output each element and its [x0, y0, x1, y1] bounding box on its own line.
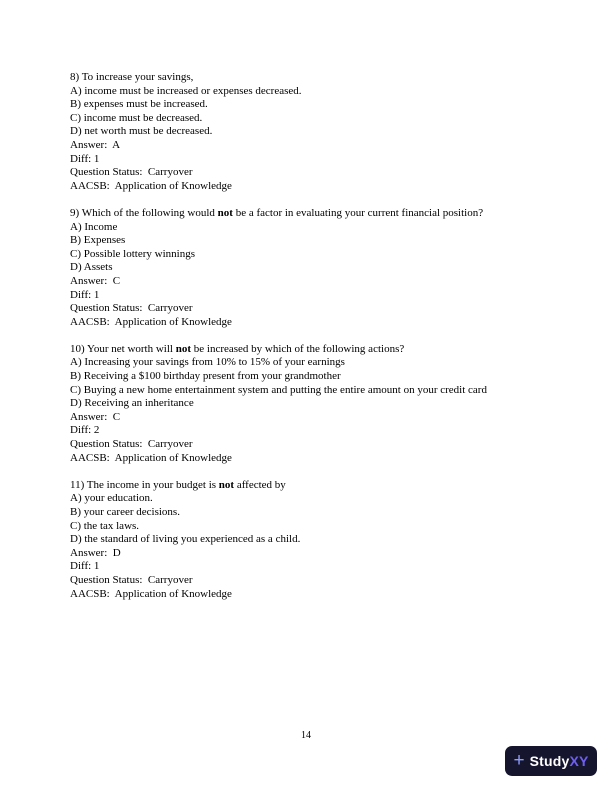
answer-option: A) your education.: [70, 492, 153, 505]
answer-option: B) expenses must be increased.: [70, 98, 208, 111]
prompt-suffix-text: be increased by which of the following actions?: [191, 342, 405, 355]
studyxy-logo: [505, 746, 597, 776]
status-line: Question Status: Carryover: [70, 573, 193, 586]
question-block: [70, 207, 578, 329]
question-prompt: [70, 479, 578, 493]
logo-study-text: Study: [529, 753, 570, 769]
aacsb-line: AACSB: Application of Knowledge: [70, 451, 232, 464]
answer-option: B) Receiving a $100 birthday present from your grandmother: [70, 370, 341, 383]
status-line: Question Status: Carryover: [70, 302, 193, 315]
answer-line: Answer: D: [70, 546, 121, 559]
prompt-bold-text: not: [217, 206, 233, 219]
status-line: Question Status: Carryover: [70, 166, 193, 179]
prompt-bold-text: not: [218, 478, 235, 491]
answer-option: C) income must be decreased.: [70, 111, 203, 124]
questions-content: [70, 71, 578, 615]
answer-option: B) your career decisions.: [70, 506, 180, 518]
prompt-prefix-text: 10) Your net worth will: [70, 342, 176, 355]
diff-line: Diff: 1: [70, 152, 100, 165]
answer-option: C) Possible lottery winnings: [70, 247, 195, 260]
answer-option: A) Income: [70, 220, 118, 233]
diff-line: Diff: 1: [70, 288, 100, 301]
aacsb-line: AACSB: Application of Knowledge: [70, 315, 232, 328]
answer-line: Answer: A: [70, 138, 121, 151]
answer-option: A) Increasing your savings from 10% to 15% of your earnings: [70, 356, 345, 369]
aacsb-line: AACSB: Application of Knowledge: [70, 587, 232, 600]
answer-option: D) the standard of living you experienced as a child.: [70, 533, 301, 546]
logo-xy-text: XY: [569, 753, 589, 769]
answer-option: D) Receiving an inheritance: [70, 397, 194, 410]
question-block: [70, 343, 578, 465]
logo-text: [530, 753, 589, 769]
question-prompt: [70, 71, 578, 85]
diff-line: Diff: 2: [70, 424, 100, 437]
question-prompt: [70, 207, 578, 221]
answer-option: D) Assets: [70, 261, 113, 274]
answer-option: B) Expenses: [70, 234, 126, 247]
answer-option: D) net worth must be decreased.: [70, 125, 213, 138]
prompt-prefix-text: 8) To increase your savings,: [70, 71, 194, 83]
prompt-suffix-text: affected by: [234, 478, 286, 491]
prompt-suffix-text: be a factor in evaluating your current financial position?: [232, 206, 484, 219]
answer-line: Answer: C: [70, 274, 121, 287]
aacsb-line: AACSB: Application of Knowledge: [70, 179, 232, 192]
answer-line: Answer: C: [70, 410, 121, 423]
prompt-prefix-text: 9) Which of the following would: [70, 206, 218, 219]
question-block: [70, 479, 578, 601]
answer-option: C) the tax laws.: [70, 519, 140, 532]
prompt-bold-text: not: [175, 342, 192, 355]
question-block: [70, 71, 578, 193]
diff-line: Diff: 1: [70, 560, 100, 573]
answer-option: C) Buying a new home entertainment system and putting the entire amount on your credit card: [70, 383, 487, 396]
plus-icon: +: [513, 749, 525, 771]
answer-option: A) income must be increased or expenses decreased.: [70, 84, 302, 97]
prompt-prefix-text: 11) The income in your budget is: [70, 478, 219, 491]
page-number: 14: [301, 730, 311, 741]
question-prompt: [70, 343, 578, 357]
status-line: Question Status: Carryover: [70, 438, 193, 451]
